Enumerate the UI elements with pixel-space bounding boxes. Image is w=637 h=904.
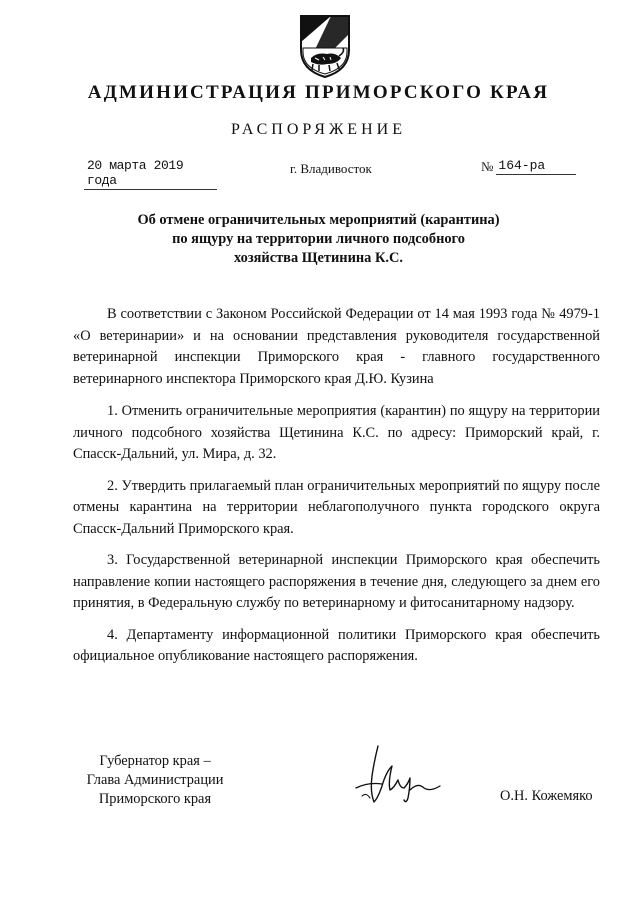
position-line: Губернатор края – [99,753,211,769]
document-number: 164-ра [496,158,576,175]
document-type: РАСПОРЯЖЕНИЕ [231,121,406,138]
body-paragraph-item-1: 1. Отменить ограничительные мероприятия (карантин) по ящуру на территории личного подсобного хозяйства Щетинина К.С. по адресу: Приморский край, г. Спасск-Дальний, ул. Мира, д. 32. [73,403,600,462]
handwritten-signature [352,742,444,808]
primorsky-krai-coat-of-arms-icon [297,12,353,80]
position-line: Глава Администрации [86,772,224,788]
position-line: Приморского края [98,791,212,807]
subject-line: по ящуру на территории личного подсобного [172,231,465,247]
document-body [73,304,600,678]
body-paragraph-preamble: В соответствии с Законом Российской Федерации от 14 мая 1993 года № 4979-1 «О ветеринарии» и на основании представления руководителя государственной ветеринарной инспекции Приморского края - главного государственного ветеринарного инспектора Приморского края Д.Ю. Кузина [73,306,600,387]
document-subject [0,211,637,268]
number-sign: № [481,159,494,174]
body-paragraph-item-3: 3. Государственной ветеринарной инспекции Приморского края обеспечить направление копии настоящего распоряжения в течение дня, следующего за днем его принятия, в Федеральную службу по ветеринарному и фитосанитарному надзору. [73,552,600,611]
subject-line: хозяйства Щетинина К.С. [234,250,403,266]
document-number-field [481,158,576,175]
document-city: г. Владивосток [290,161,372,176]
organization-title: АДМИНИСТРАЦИЯ ПРИМОРСКОГО КРАЯ [87,82,550,103]
document-date: 20 марта 2019 года [84,158,217,190]
body-paragraph-item-4: 4. Департаменту информационной политики Приморского края обеспечить официальное опубликование настоящего распоряжения. [73,626,600,664]
body-paragraph-item-2: 2. Утвердить прилагаемый план ограничительных мероприятий по ящуру после отмены карантина на территории неблагополучного пункта городского округа Спасск-Дальний Приморского края. [73,477,600,537]
signatory-name: О.Н. Кожемяко [500,788,593,804]
subject-line: Об отмене ограничительных мероприятий (карантина) [137,212,500,228]
signatory-position [80,752,230,809]
